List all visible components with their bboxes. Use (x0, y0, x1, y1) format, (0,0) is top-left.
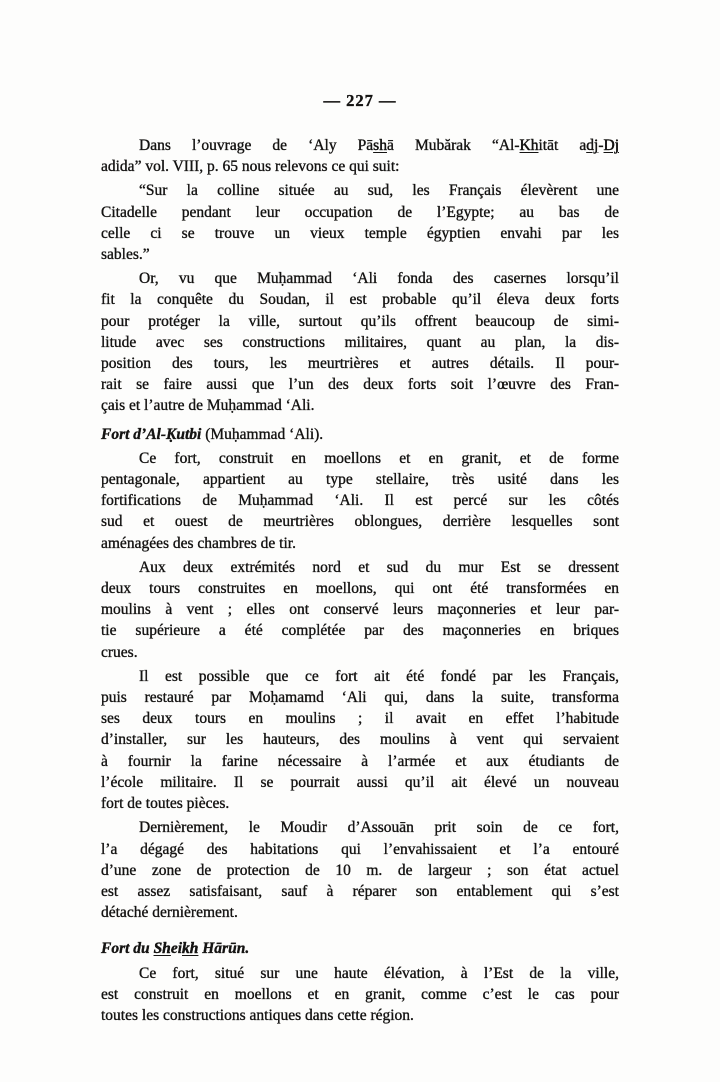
paragraph (101, 180, 619, 265)
text-line: deux tours construites en moellons, qui ont été transformées en (101, 580, 619, 598)
text-line: fort de toutes pièces. (101, 795, 230, 813)
text-line: celle ci se trouve un vieux temple égyptien envahi par les (101, 224, 619, 242)
text-line: toutes les constructions antiques dans cette région. (101, 1006, 414, 1024)
text-line: fit la conquête du Soudan, il est probable qu’il éleva deux forts (101, 291, 619, 309)
text-line: puis restauré par Moḥamamd ‘Ali qui, dans la suite, transforma (101, 689, 619, 707)
text-line: Fort d’Al-Ḳutbi (Muḥammad ‘Ali). (101, 425, 324, 443)
text-line: aménagées des chambres de tir. (101, 534, 296, 552)
text-line: tie supérieure a été complétée par des maçonneries en briques (101, 622, 619, 640)
text-line: ses deux tours en moulins ; il avait en effet l’habitude (101, 710, 619, 728)
text-line: position des tours, les meurtrières et autres détails. Il pour- (101, 355, 619, 373)
text-line: rait se faire aussi que l’un des deux forts soit l’œuvre des Fran- (101, 376, 619, 394)
page-number: — 227 — (323, 91, 397, 110)
text-line: fortifications de Muḥammad ‘Ali. Il est percé sur les côtés (101, 492, 619, 510)
text-line: crues. (101, 643, 138, 661)
text-line: moulins à vent ; elles ont conservé leurs maçonneries et leur par- (101, 601, 619, 619)
paragraph (101, 557, 619, 663)
section-heading (101, 424, 619, 445)
paragraph (101, 666, 619, 814)
text-line: adida” vol. VIII, p. 65 nous relevons ce qui suit: (101, 158, 400, 176)
text-line: est construit en moellons et en granit, comme c’est le cas pour (101, 985, 619, 1003)
text-line: Ce fort, situé sur une haute élévation, à l’Est de la ville, (139, 964, 619, 982)
text-line: Dans l’ouvrage de ‘Aly Pāshā Mubărak “Al-Khitāt adj-Dj (139, 137, 619, 154)
text-line: çais et l’autre de Muḥammad ‘Ali. (101, 397, 315, 415)
paragraph (101, 963, 619, 1027)
text-line: Fort du Sheikh Hārūn. (101, 940, 250, 958)
text-line: sables.” (101, 246, 150, 264)
text-line: l’a dégagé des habitations qui l’envahissaient et l’a entouré (101, 840, 619, 858)
text-line: détaché dernièrement. (101, 904, 238, 922)
page-text (101, 135, 619, 1029)
text-line: à fournir la farine nécessaire à l’armée et aux étudiants de (101, 752, 619, 770)
text-line: litude avec ses constructions militaires, quant au plan, la dis- (101, 333, 619, 351)
text-line: Il est possible que ce fort ait été fondé par les Français, (139, 667, 619, 685)
text-line: d’une zone de protection de 10 m. de largeur ; son état actuel (101, 861, 619, 879)
paragraph (101, 817, 619, 923)
text-line: d’installer, sur les hauteurs, des moulins à vent qui servaient (101, 731, 619, 749)
text-line: sud et ouest de meurtrières oblongues, derrière lesquelles sont (101, 513, 619, 531)
paragraph (101, 135, 619, 177)
text-line: est assez satisfaisant, sauf à réparer son entablement qui s’est (101, 882, 619, 900)
section-heading (101, 938, 619, 959)
text-line: Ce fort, construit en moellons et en granit, et de forme (139, 449, 619, 467)
text-line: Aux deux extrémités nord et sud du mur Est se dressent (139, 558, 619, 576)
text-line: Citadelle pendant leur occupation de l’Egypte; au bas de (101, 203, 619, 221)
text-line: pour protéger la ville, surtout qu’ils offrent beaucoup de simi- (101, 312, 619, 330)
text-line: l’école militaire. Il se pourrait aussi qu’il ait élevé un nouveau (101, 773, 619, 791)
text-line: Dernièrement, le Moudir d’Assouān prit soin de ce fort, (139, 819, 619, 837)
paragraph (101, 268, 619, 416)
text-line: “Sur la colline située au sud, les Français élevèrent une (139, 182, 619, 200)
text-line: Or, vu que Muḥammad ‘Ali fonda des casernes lorsqu’il (139, 270, 619, 288)
text-line: pentagonale, appartient au type stellaire, très usité dans les (101, 471, 619, 489)
paragraph (101, 448, 619, 554)
